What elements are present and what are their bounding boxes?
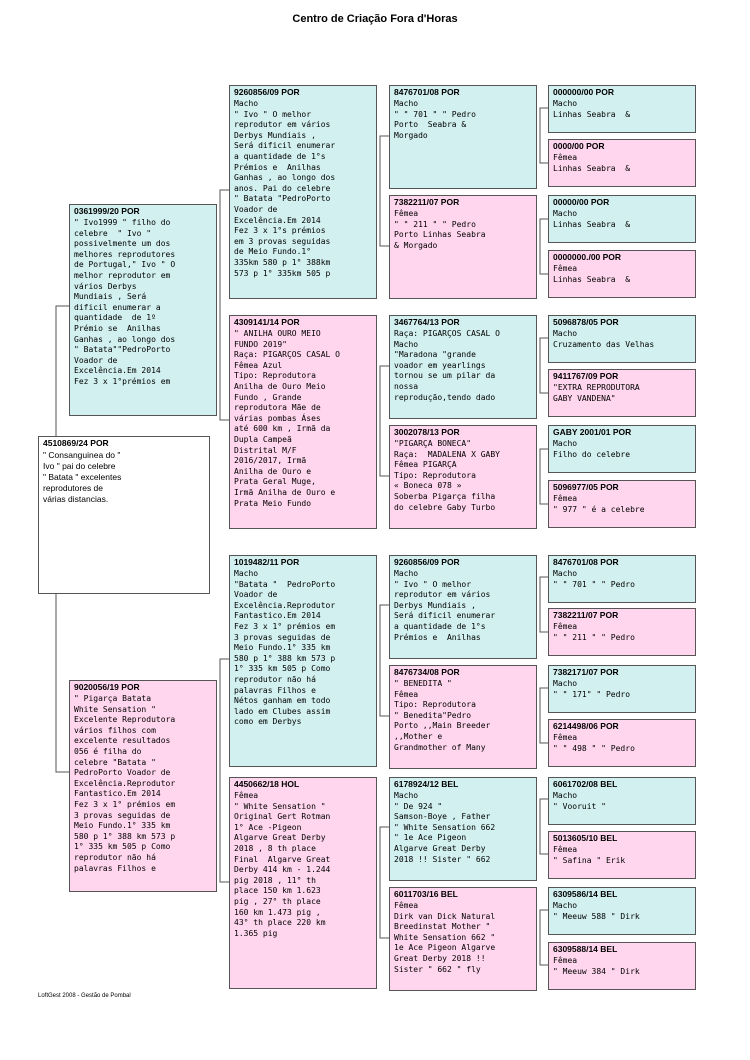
sire-notes: " Ivo1999 " filho do celebre " Ivo " possivelmente um dos melhores reprodutores de Portugal," Ivo " O melhor reprodutor em vários Derbys Mundiais , Será dificil enumerar a quantidade de 1º Prémio se Anilhas Ganhas , ao longo dos " Batata""PedroPorto Voador de Excelência.Em 2014 Fez 3 x 1°prémios em <box>74 218 176 386</box>
ggp-ring: 3002078/13 POR <box>394 427 460 437</box>
ggp-notes: Macho " De 924 " Samson-Boye , Father " White Sensation 662 " 1e Ace Pigeon Algarve Great Derby 2018 !! Sister " 662 <box>394 791 496 864</box>
great-grandparent-card[interactable] <box>389 665 537 769</box>
gggp-card[interactable] <box>548 608 696 656</box>
gggp-ring: 5096977/05 POR <box>553 482 619 492</box>
grandparent-ring: 1019482/11 POR <box>234 557 300 567</box>
grandparent-notes: Fêmea " White Sensation " Original Gert Rotman 1° Ace -Pigeon Algarve Great Derby 2018 , 8 th place Final Algarve Great Derby 414 km - 1.244 pig 2018 , 11° th place 150 km 1.623 pig , 27° th place 160 km 1.473 pig , 43° th place 220 km 1.365 pig <box>234 791 331 938</box>
gggp-notes: Macho Cruzamento das Velhas <box>553 329 655 349</box>
ggp-ring: 6011703/16 BEL <box>394 889 458 899</box>
gggp-notes: Fêmea " " 498 " " Pedro <box>553 733 635 753</box>
gggp-notes: Macho Filho do celebre <box>553 439 631 459</box>
gggp-notes: Fêmea " Meeuw 384 " Dirk <box>553 956 640 976</box>
great-grandparent-card[interactable] <box>389 887 537 991</box>
gggp-card[interactable] <box>548 425 696 473</box>
ggp-ring: 9260856/09 POR <box>394 557 460 567</box>
ggp-notes: Fêmea Dirk van Dick Natural Breedinstat Mother " White Sensation 662 " 1e Ace Pigeon Algarve Great Derby 2018 !! Sister " 662 " fly <box>394 901 496 974</box>
gggp-ring: 7382171/07 POR <box>553 667 619 677</box>
great-grandparent-card[interactable] <box>389 555 537 659</box>
gggp-card[interactable] <box>548 139 696 187</box>
gggp-ring: 0000/00 POR <box>553 141 605 151</box>
great-grandparent-card[interactable] <box>389 315 537 419</box>
gggp-ring: 5013605/10 BEL <box>553 833 618 843</box>
gggp-notes: Fêmea Linhas Seabra & <box>553 264 631 284</box>
gggp-notes: Macho " " 701 " " Pedro <box>553 569 635 589</box>
gggp-ring: 8476701/08 POR <box>553 557 619 567</box>
great-grandparent-card[interactable] <box>389 777 537 881</box>
grandparent-notes: Macho "Batata " PedroPorto Voador de Excelência.Reprodutor Fantastico.Em 2014 Fez 3 x 1° prémios em 3 provas seguidas de Meio Fundo.1° 335 km 580 p 1° 388 km 573 p 1° 335 km 505 p Como reprodutor não há palavras Filhos e Nétos ganham em todo lado em Clubes assim como em Derbys <box>234 569 336 727</box>
ggp-notes: " BENEDITA " Fêmea Tipo: Reprodutora " Benedita"Pedro Porto ,,Main Breeder ,,Mother e Grandmother of Many <box>394 679 491 752</box>
page-title: Centro de Criação Fora d'Horas <box>292 13 458 25</box>
gggp-notes: Macho " Meeuw 588 " Dirk <box>553 901 640 921</box>
grandparent-card[interactable] <box>229 85 377 299</box>
ggp-notes: "PIGARÇA BONECA" Raça: MADALENA X GABY Fêmea PIGARÇA Tipo: Reprodutora « Boneca 078 » Soberba Pigarça filha do celebre Gaby Turbo <box>394 439 500 512</box>
gggp-card[interactable] <box>548 942 696 990</box>
gggp-notes: Fêmea " 977 " é a celebre <box>553 494 645 514</box>
ggp-ring: 6178924/12 BEL <box>394 779 459 789</box>
ggp-ring: 3467764/13 POR <box>394 317 460 327</box>
subject-ring: 4510869/24 POR <box>43 438 109 448</box>
gggp-ring: 7382211/07 POR <box>553 610 619 620</box>
grandparent-ring: 9260856/09 POR <box>234 87 300 97</box>
gggp-notes: Fêmea " " 211 " " Pedro <box>553 622 635 642</box>
grandparent-notes: " ANILHA OURO MEIO FUNDO 2019" Raça: PIGARÇOS CASAL O Fêmea Azul Tipo: Reprodutora Anilha de Ouro Meio Fundo , Grande reprodutora Mãe de várias pombas Áses até 600 km , Irmã da Dupla Campeã Distrital M/F 2016/2017, Irmã Anilha de Ouro e Prata Geral Muge, Irmã Anilha de Ouro e Prata Meio Fundo <box>234 329 340 508</box>
subject-notes: " Consanguinea do " Ivo " pai do celebre " Batata " excelentes reprodutores de várias distancias. <box>43 450 122 504</box>
gggp-card[interactable] <box>548 195 696 243</box>
gggp-notes: Fêmea Linhas Seabra & <box>553 153 631 173</box>
gggp-ring: 6309586/14 BEL <box>553 889 618 899</box>
gggp-notes: Fêmea " Safina " Erik <box>553 845 626 865</box>
gggp-notes: "EXTRA REPRODUTORA GABY VANDENA" <box>553 383 640 403</box>
gggp-notes: Macho Linhas Seabra & <box>553 99 631 119</box>
parent-sire-card[interactable] <box>69 204 217 416</box>
dam-notes: " Pigarça Batata White Sensation " Excelente Reprodutora vários filhos com excelente resultados 056 é filha do celebre "Batata " PedroPorto Voador de Excelência.Reprodutor Fantastico.Em 2014 Fez 3 x 1° prémios em 3 provas seguidas de Meio Fundo.1° 335 km 580 p 1° 388 km 573 p 1° 335 km 505 p Como reprodutor não há palavras Filhos e <box>74 694 176 873</box>
grandparent-card[interactable] <box>229 777 377 989</box>
gggp-card[interactable] <box>548 887 696 935</box>
great-grandparent-card[interactable] <box>389 195 537 299</box>
gggp-card[interactable] <box>548 719 696 767</box>
grandparent-ring: 4309141/14 POR <box>234 317 300 327</box>
great-grandparent-card[interactable] <box>389 425 537 529</box>
gggp-card[interactable] <box>548 665 696 713</box>
ggp-notes: Fêmea " " 211 " " Pedro Porto Linhas Seabra & Morgado <box>394 209 486 250</box>
great-grandparent-card[interactable] <box>389 85 537 189</box>
gggp-card[interactable] <box>548 315 696 363</box>
dam-ring: 9020056/19 POR <box>74 682 140 692</box>
ggp-notes: Macho " Ivo " O melhor reprodutor em vários Derbys Mundiais , Será dificil enumerar a quantidade de 1°s Prémios e Anilhas <box>394 569 496 642</box>
gggp-ring: 6309588/14 BEL <box>553 944 618 954</box>
gggp-ring: 5096878/05 POR <box>553 317 619 327</box>
gggp-ring: GABY 2001/01 POR <box>553 427 632 437</box>
grandparent-notes: Macho " Ivo " O melhor reprodutor em vários Derbys Mundiais , Será dificil enumerar a quantidade de 1°s Prémios e Anilhas Ganhas , ao longo dos anos. Pai do celebre " Batata "PedroPorto Voador de Excelência.Em 2014 Fez 3 x 1°s prémios em 3 provas seguidas de Meio Fundo.1° 335km 580 p 1° 388km 573 p 1° 335km 505 p <box>234 99 336 278</box>
gggp-card[interactable] <box>548 480 696 528</box>
ggp-ring: 7382211/07 POR <box>394 197 460 207</box>
subject-card[interactable] <box>38 436 210 594</box>
gggp-card[interactable] <box>548 777 696 825</box>
ggp-notes: Raça: PIGARÇOS CASAL O Macho "Maradona "grande voador em yearlings tornou se um pilar da nossa reprodução,tendo dado <box>394 329 500 402</box>
footer-credit: LoftGest 2008 - Gestão de Pombal <box>38 993 131 999</box>
gggp-ring: 0000000./00 POR <box>553 252 622 262</box>
ggp-ring: 8476734/08 POR <box>394 667 460 677</box>
sire-ring: 0361999/20 POR <box>74 206 140 216</box>
gggp-card[interactable] <box>548 555 696 603</box>
gggp-card[interactable] <box>548 831 696 879</box>
parent-dam-card[interactable] <box>69 680 217 892</box>
gggp-card[interactable] <box>548 369 696 417</box>
gggp-ring: 6061702/08 BEL <box>553 779 618 789</box>
grandparent-card[interactable] <box>229 555 377 767</box>
gggp-notes: Macho " " 171" " Pedro <box>553 679 631 699</box>
gggp-notes: Macho " Vooruit " <box>553 791 606 811</box>
gggp-notes: Macho Linhas Seabra & <box>553 209 631 229</box>
grandparent-ring: 4450662/18 HOL <box>234 779 300 789</box>
gggp-ring: 9411767/09 POR <box>553 371 619 381</box>
gggp-ring: 6214498/06 POR <box>553 721 619 731</box>
ggp-ring: 8476701/08 POR <box>394 87 460 97</box>
gggp-ring: 000000/00 POR <box>553 87 614 97</box>
grandparent-card[interactable] <box>229 315 377 529</box>
gggp-card[interactable] <box>548 85 696 133</box>
gggp-ring: 00000/00 POR <box>553 197 610 207</box>
ggp-notes: Macho " " 701 " " Pedro Porto Seabra & Morgado <box>394 99 476 140</box>
gggp-card[interactable] <box>548 250 696 298</box>
